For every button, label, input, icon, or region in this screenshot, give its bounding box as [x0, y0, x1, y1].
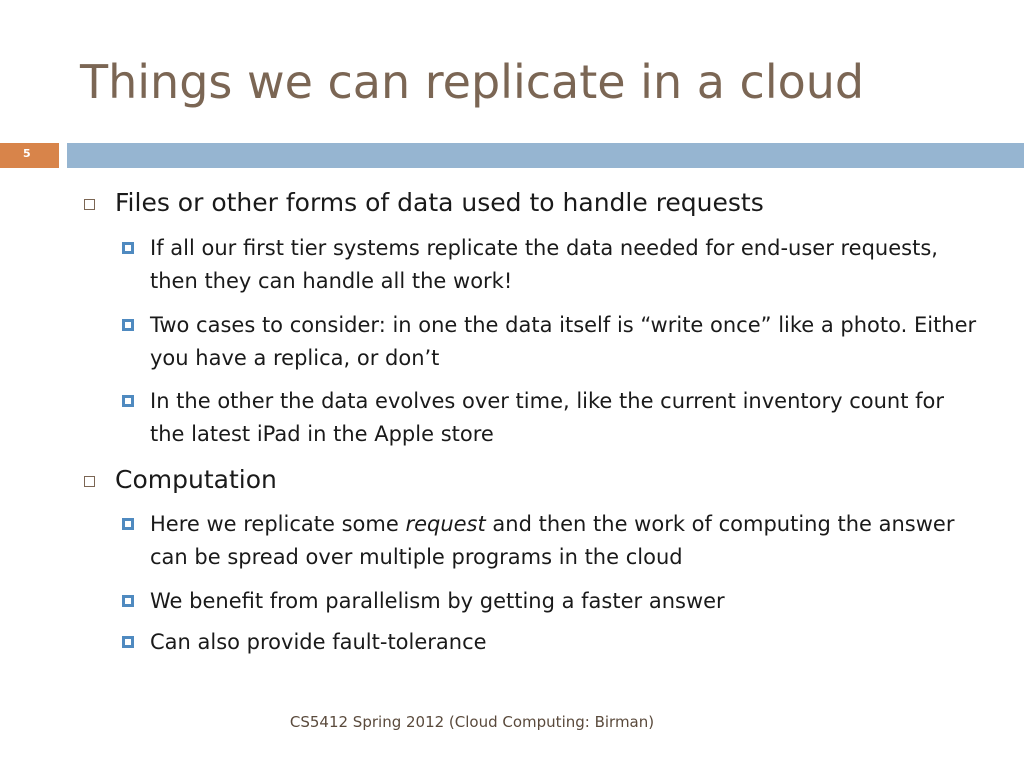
square-bullet-icon [122, 242, 134, 254]
sub-bullet-two-cases: Two cases to consider: in one the data itself is “write once” like a photo. Either you have a replica, or don’t [150, 313, 977, 370]
square-bullet-icon [122, 319, 134, 331]
sub-bullet-parallelism: We benefit from parallelism by getting a faster answer [150, 589, 725, 613]
sub-bullet-other-case: In the other the data evolves over time, like the current inventory count for the latest iPad in the Apple store [150, 389, 945, 446]
square-bullet-icon [122, 395, 134, 407]
square-bullet-icon [122, 595, 134, 607]
square-bullet-icon [122, 518, 134, 530]
sub-bullet-text: and then the work of computing the answer can be spread over multiple programs in the cloud [150, 512, 955, 569]
hollow-square-bullet-icon [84, 476, 95, 487]
sub-bullet-first-tier: If all our first tier systems replicate the data needed for end-user requests, then they can handle all the work! [150, 236, 938, 293]
sub-bullet-fault-tolerance: Can also provide fault-tolerance [150, 630, 487, 654]
emphasized-word: request [405, 512, 486, 536]
sub-bullet-text: Here we replicate some [150, 512, 406, 536]
hollow-square-bullet-icon [84, 199, 95, 210]
slide-footer: CS5412 Spring 2012 (Cloud Computing: Birman) [289, 713, 655, 731]
slide-number: 5 [23, 147, 31, 160]
bullet-computation: Computation [115, 465, 277, 494]
bullet-files: Files or other forms of data used to handle requests [115, 188, 764, 217]
square-bullet-icon [122, 636, 134, 648]
sub-bullet-replicate-request [150, 508, 980, 574]
slide-title: Things we can replicate in a cloud [80, 55, 865, 109]
